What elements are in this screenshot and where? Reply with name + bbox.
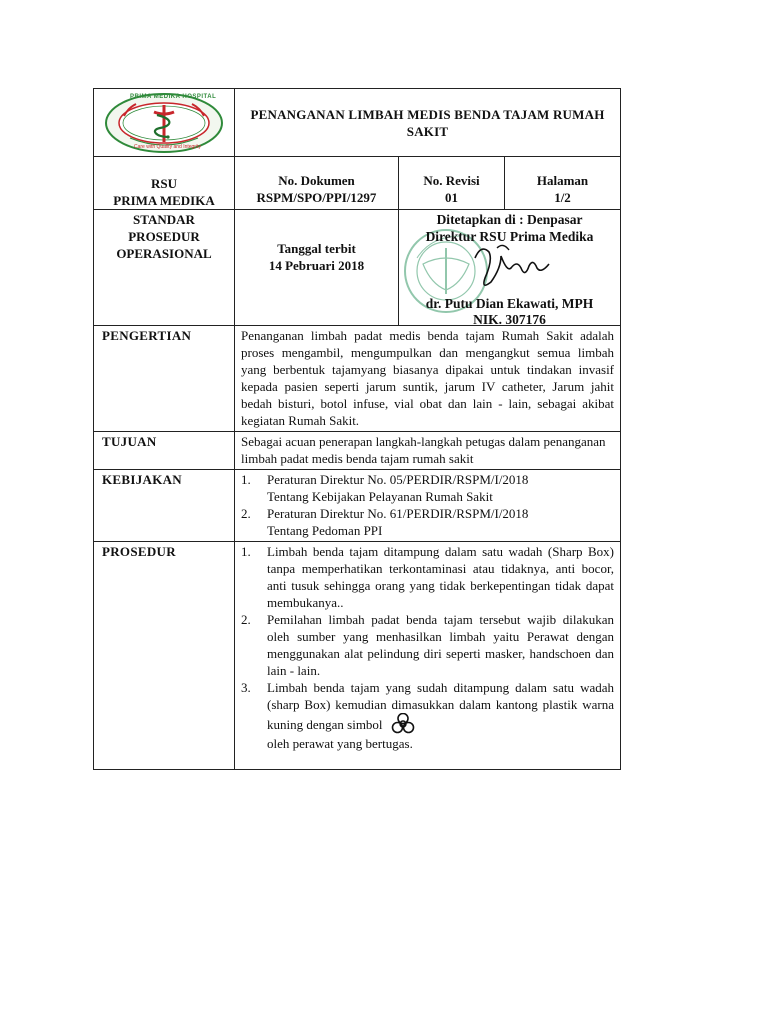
logo-cell	[94, 89, 235, 157]
prosedur-item-text: Limbah benda tajam ditampung dalam satu wadah (Sharp Box) tanpa memperhatikan terkontaminasi atau tidaknya, anti bocor, anti tusuk sehingga orang yang tidak berkepentingan tidak dapat membukanya..	[267, 544, 615, 610]
kebijakan-item-number: 2.	[241, 506, 251, 521]
revision-label: No. Revisi	[423, 173, 480, 188]
prosedur-item-text-wrap	[267, 679, 614, 752]
approval-place: Ditetapkan di : Denpasar	[436, 212, 583, 227]
document-number-value: RSPM/SPO/PPI/1297	[256, 190, 377, 205]
pengertian-text: Penanganan limbah padat medis benda tajam Rumah Sakit adalah proses mengambil, mengumpulkan dan mengangkut semua limbah yang berbentuk tajamyang biasanya dipakai untuk tindakan invasif kepada pasien seperti jarum suntik, jarum IV catheter, Jarum jahit bedah bisturi, botol infuse, vial obat dan lain - lain, sebagai akibat kegiatan Rumah Sakit.	[235, 326, 621, 432]
tujuan-label: TUJUAN	[94, 432, 235, 470]
prosedur-item-number: 2.	[241, 612, 251, 627]
pengertian-label: PENGERTIAN	[94, 326, 235, 432]
prosedur-item	[241, 679, 614, 752]
prosedur-item-number: 1.	[241, 544, 251, 559]
hospital-name-cell	[94, 157, 235, 210]
sop-type-line3: OPERASIONAL	[116, 246, 212, 261]
prosedur-list	[235, 542, 621, 770]
kebijakan-item-line2: Tentang Kebijakan Pelayanan Rumah Sakit	[267, 489, 493, 504]
tujuan-text: Sebagai acuan penerapan langkah-langkah petugas dalam penanganan limbah padat medis benda tajam rumah sakit	[235, 432, 621, 470]
kebijakan-item	[241, 471, 614, 505]
hospital-logo	[104, 92, 224, 154]
handwritten-signature-icon	[467, 238, 557, 298]
sop-table	[93, 88, 621, 770]
kebijakan-item-number: 1.	[241, 472, 251, 487]
prosedur-item-text-end: oleh perawat yang bertugas.	[267, 736, 413, 751]
kebijakan-list	[235, 470, 621, 542]
page-cell	[505, 157, 621, 210]
document-number-cell	[235, 157, 399, 210]
prosedur-item-text: Pemilahan limbah padat benda tajam tersebut wajib dilakukan oleh sumber yang menhasilkan limbah yaitu Perawat dengan menggunakan alat pelindung diri seperti masker, handschoen dan lain - lain.	[267, 612, 615, 678]
kebijakan-item-line1: Peraturan Direktur No. 61/PERDIR/RSPM/I/2018	[267, 506, 529, 521]
sop-type-line2: PROSEDUR	[128, 229, 200, 244]
hospital-name-line2: PRIMA MEDIKA	[113, 193, 215, 208]
prosedur-label: PROSEDUR	[94, 542, 235, 770]
approver-name: dr. Putu Dian Ekawati, MPH	[425, 296, 594, 311]
hospital-name-line1: RSU	[150, 176, 177, 191]
sop-type-line1: STANDAR	[133, 212, 195, 227]
document-title: PENANGANAN LIMBAH MEDIS BENDA TAJAM RUMAH SAKIT	[235, 89, 621, 157]
approval-role: Direktur RSU Prima Medika	[425, 229, 594, 244]
prosedur-item	[241, 543, 614, 611]
biohazard-icon	[386, 713, 420, 735]
kebijakan-item-line1: Peraturan Direktur No. 05/PERDIR/RSPM/I/2018	[267, 472, 529, 487]
page-value: 1/2	[554, 190, 571, 205]
kebijakan-item-line2: Tentang Pedoman PPI	[267, 523, 383, 538]
prosedur-item-number: 3.	[241, 680, 251, 695]
sop-type-cell	[94, 210, 235, 326]
prosedur-item	[241, 611, 614, 679]
page-label: Halaman	[536, 173, 589, 188]
issue-date-cell	[235, 210, 399, 326]
approval-cell	[399, 210, 621, 326]
logo-motto: Care with Quality and Integrity	[134, 144, 201, 150]
revision-value: 01	[445, 190, 458, 205]
kebijakan-label: KEBIJAKAN	[94, 470, 235, 542]
revision-cell	[399, 157, 505, 210]
document-number-label: No. Dokumen	[278, 173, 355, 188]
issue-date-label: Tanggal terbit	[277, 241, 356, 256]
kebijakan-item	[241, 505, 614, 539]
issue-date-value: 14 Pebruari 2018	[268, 258, 365, 273]
approver-nik: NIK. 307176	[473, 312, 546, 327]
prosedur-item-text: Limbah benda tajam yang sudah ditampung dalam satu wadah (sharp Box) kemudian dimasukkan dalam kantong plastik warna kuning dengan simbol	[267, 680, 615, 732]
logo-arc-text: PRIMA MEDIKA HOSPITAL	[130, 94, 217, 100]
